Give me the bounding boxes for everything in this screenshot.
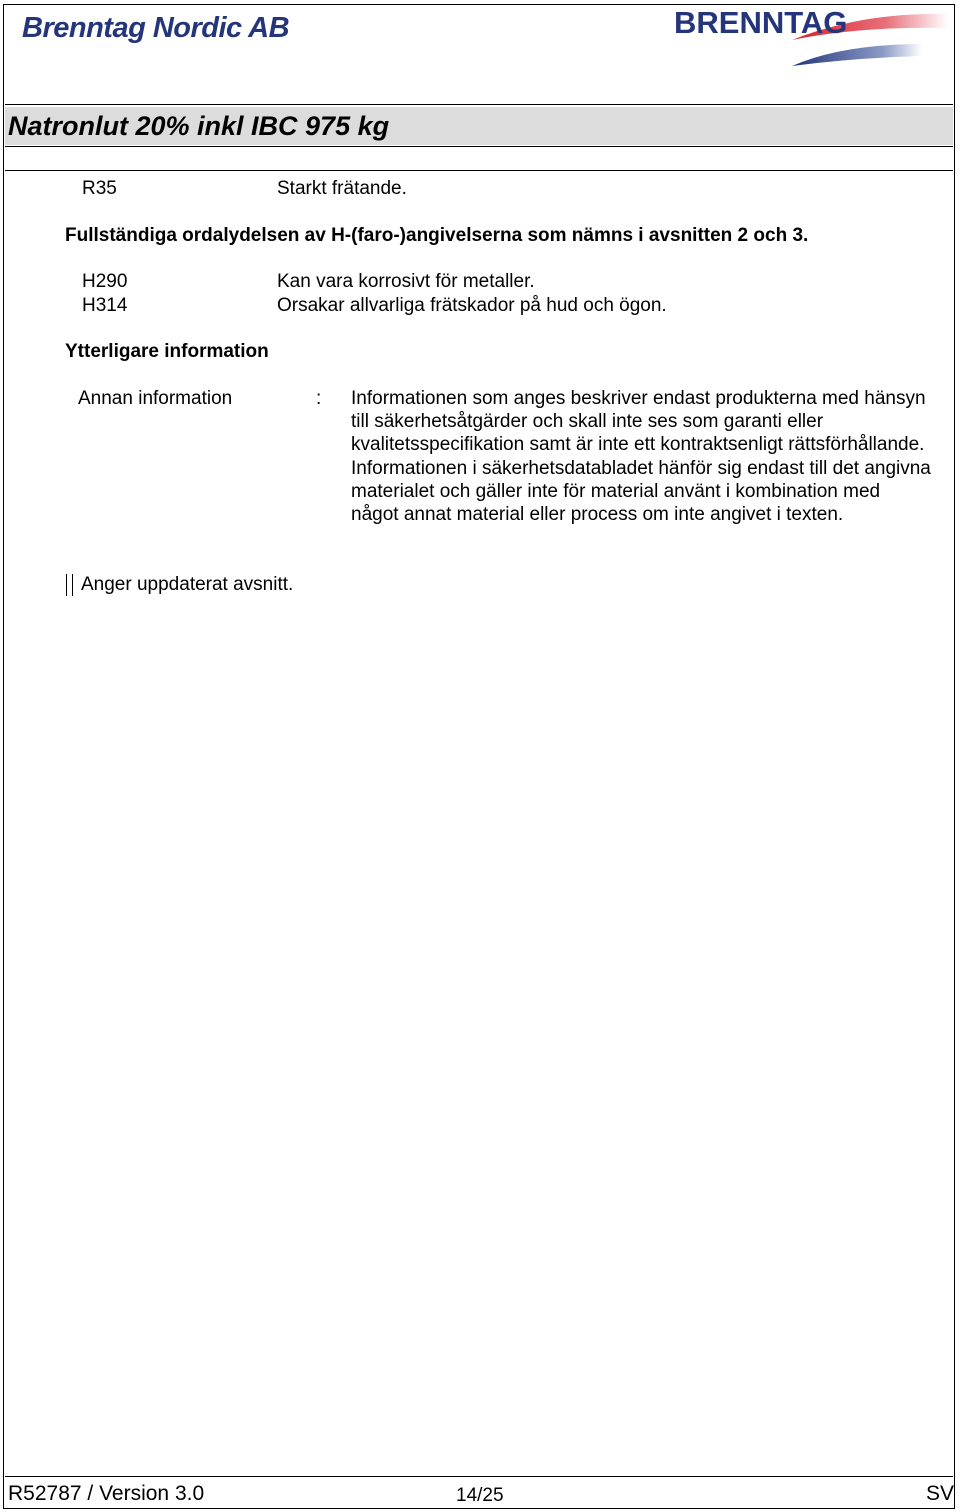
h-statement-code: H290 [82, 271, 128, 292]
h-statement-text: Kan vara korrosivt för metaller. [277, 271, 535, 292]
brenntag-logo [672, 4, 952, 68]
update-marker-bar [66, 574, 67, 596]
r-phrase-code: R35 [82, 178, 117, 199]
other-info-label: Annan information [78, 388, 233, 409]
other-info-colon: : [316, 388, 322, 409]
further-info-heading: Ytterligare information [65, 341, 269, 362]
product-title: Natronlut 20% inkl IBC 975 kg [8, 111, 390, 141]
h-statements-heading: Fullständiga ordalydelsen av H-(faro-)angivelserna som nämns i avsnitten 2 och 3. [65, 225, 809, 246]
footer-doc-version: R52787 / Version 3.0 [8, 1482, 205, 1505]
title-rule-1 [5, 146, 953, 147]
h-statement-text: Orsakar allvarliga frätskador på hud och ögon. [277, 295, 667, 316]
header-rule [5, 104, 953, 105]
footer-page-number: 14/25 [456, 1485, 504, 1506]
title-rule-2 [5, 170, 953, 171]
h-statement-code: H314 [82, 295, 128, 316]
update-marker-bar [72, 574, 73, 596]
update-note: Anger uppdaterat avsnitt. [81, 574, 294, 595]
logo-text: BRENNTAG [674, 5, 848, 40]
other-info-text: Informationen som anges beskriver endast produkterna med hänsyn till säkerhetsåtgärder och skall inte ses som garanti eller kvalitetsspecifikation samt är inte ett kontraktsenligt rättsförhållande. Informationen i säkerhetsdatabladet hänför sig endast till det angivna materialet och gäller inte för material använt i kombination med något annat material eller process om inte angivet i texten. [351, 388, 931, 526]
footer-language: SV [926, 1482, 955, 1505]
company-name: Brenntag Nordic AB [22, 12, 290, 44]
r-phrase-text: Starkt frätande. [277, 178, 407, 199]
footer-rule [5, 1476, 953, 1477]
